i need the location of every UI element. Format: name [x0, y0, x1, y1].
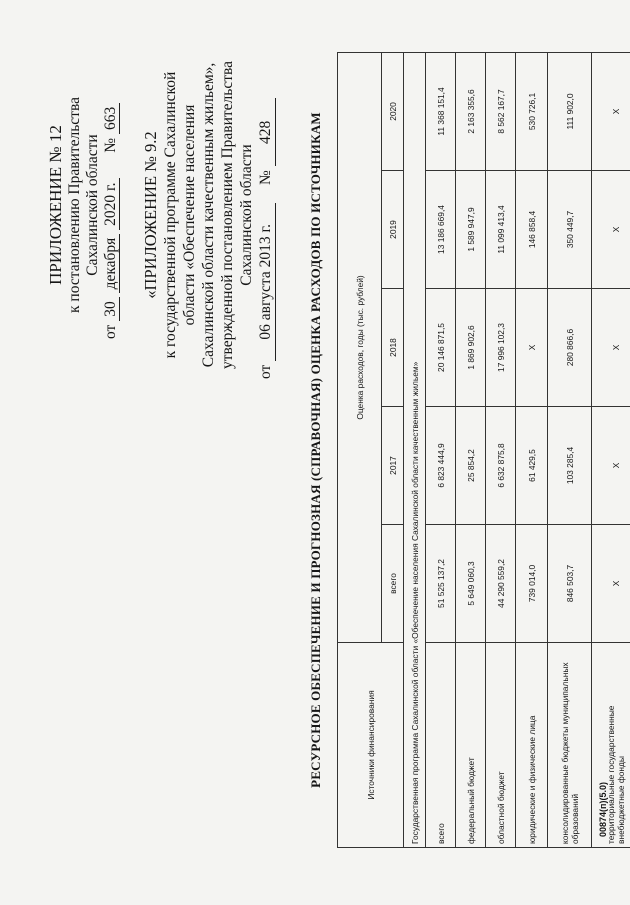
value-cell: 739 014,0: [516, 525, 548, 643]
col-header-year: 2018: [382, 289, 404, 407]
table-row: [486, 52, 516, 847]
row-label: консолидированные бюджеты муниципальных образований: [548, 643, 592, 848]
program-name-cell: Государственная программа Сахалинской области «Обеспечение населения Сахалинской области качественным жильем»: [404, 52, 426, 847]
col-header-source: Источники финансирования: [338, 643, 404, 848]
program-appendix-line5: Сахалинской области: [238, 144, 255, 286]
program-appendix-line3: Сахалинской области качественным жильем»,: [200, 62, 217, 368]
col-header-year: 2020: [382, 52, 404, 170]
funding-table: [337, 52, 630, 848]
appendix-number-label: №: [102, 137, 119, 153]
col-header-year: 2017: [382, 407, 404, 525]
value-cell: 530 726,1: [516, 52, 548, 170]
value-cell: Х: [592, 289, 630, 407]
value-cell: 11 368 151,4: [426, 52, 456, 170]
value-cell: 846 503,7: [548, 525, 592, 643]
value-cell: 350 449,7: [548, 171, 592, 289]
value-cell: 2 163 355,6: [456, 52, 486, 170]
program-appendix-number-label: №: [257, 170, 274, 186]
table-header-row: [338, 52, 382, 847]
row-label: федеральный бюджет: [456, 643, 486, 848]
row-label: всего: [426, 643, 456, 848]
program-appendix-line4: утвержденной постановлением Правительства: [219, 61, 236, 369]
value-cell: 103 285,4: [548, 407, 592, 525]
value-cell: 280 866,6: [548, 289, 592, 407]
table-program-row: [404, 52, 426, 847]
value-cell: 61 429,5: [516, 407, 548, 525]
value-cell: 111 902,0: [548, 52, 592, 170]
value-cell: 25 854,2: [456, 407, 486, 525]
program-appendix-date: 06 августа 2013 г.: [256, 203, 276, 361]
value-cell: 51 525 137,2: [426, 525, 456, 643]
value-cell: 6 632 875,8: [486, 407, 516, 525]
value-cell: Х: [592, 525, 630, 643]
table-row: [592, 52, 630, 847]
value-cell: Х: [516, 289, 548, 407]
row-label: областной бюджет: [486, 643, 516, 848]
table-row: [456, 52, 486, 847]
appendix-line1: к постановлению Правительства: [66, 97, 83, 313]
appendix-date-month: декабря: [102, 234, 120, 294]
row-label: юридические и физические лица: [516, 643, 548, 848]
value-cell: 6 823 444,9: [426, 407, 456, 525]
value-cell: 5 649 060,3: [456, 525, 486, 643]
value-cell: 17 996 102,3: [486, 289, 516, 407]
program-appendix-title: «ПРИЛОЖЕНИЕ № 9.2: [141, 131, 160, 299]
value-cell: Х: [592, 407, 630, 525]
appendix-number: 663: [102, 103, 120, 134]
table-row: [426, 52, 456, 847]
program-appendix-line1: к государственной программе Сахалинской: [162, 71, 179, 359]
row-label: территориальные государственные внебюджетные фонды: [592, 643, 630, 848]
appendix-title: ПРИЛОЖЕНИЕ № 12: [46, 125, 65, 285]
value-cell: 11 099 413,4: [486, 171, 516, 289]
appendix-date-line: [102, 45, 120, 365]
document-code: 00874(п)(5.0): [598, 782, 608, 837]
appendix-date-prefix: от: [102, 324, 119, 339]
value-cell: 8 562 167,7: [486, 52, 516, 170]
col-header-estimate: Оценка расходов, годы (тыс. рублей): [338, 52, 382, 642]
table-row: [548, 52, 592, 847]
value-cell: 1 869 902,6: [456, 289, 486, 407]
value-cell: 44 290 559,2: [486, 525, 516, 643]
document-title: РЕСУРСНОЕ ОБЕСПЕЧЕНИЕ И ПРОГНОЗНАЯ (СПРАВОЧНАЯ) ОЦЕНКА РАСХОДОВ ПО ИСТОЧНИКАМ: [308, 112, 323, 788]
col-header-year: всего: [382, 525, 404, 643]
program-appendix-date-line: [256, 45, 276, 385]
appendix-header: [45, 45, 120, 365]
program-appendix-number: 428: [256, 98, 276, 166]
value-cell: 146 858,4: [516, 171, 548, 289]
col-header-year: 2019: [382, 171, 404, 289]
value-cell: 20 146 871,5: [426, 289, 456, 407]
program-appendix-date-prefix: от: [257, 364, 274, 379]
value-cell: 13 186 669,4: [426, 171, 456, 289]
appendix-date-year: 2020 г.: [102, 178, 120, 229]
value-cell: Х: [592, 52, 630, 170]
value-cell: Х: [592, 171, 630, 289]
program-appendix-line2: области «Обеспечение населения: [181, 104, 198, 326]
table-row: [516, 52, 548, 847]
program-appendix-header: [140, 45, 276, 385]
appendix-line2: Сахалинской области: [84, 134, 101, 276]
appendix-date-day: 30: [102, 297, 120, 321]
value-cell: 1 589 947,9: [456, 171, 486, 289]
